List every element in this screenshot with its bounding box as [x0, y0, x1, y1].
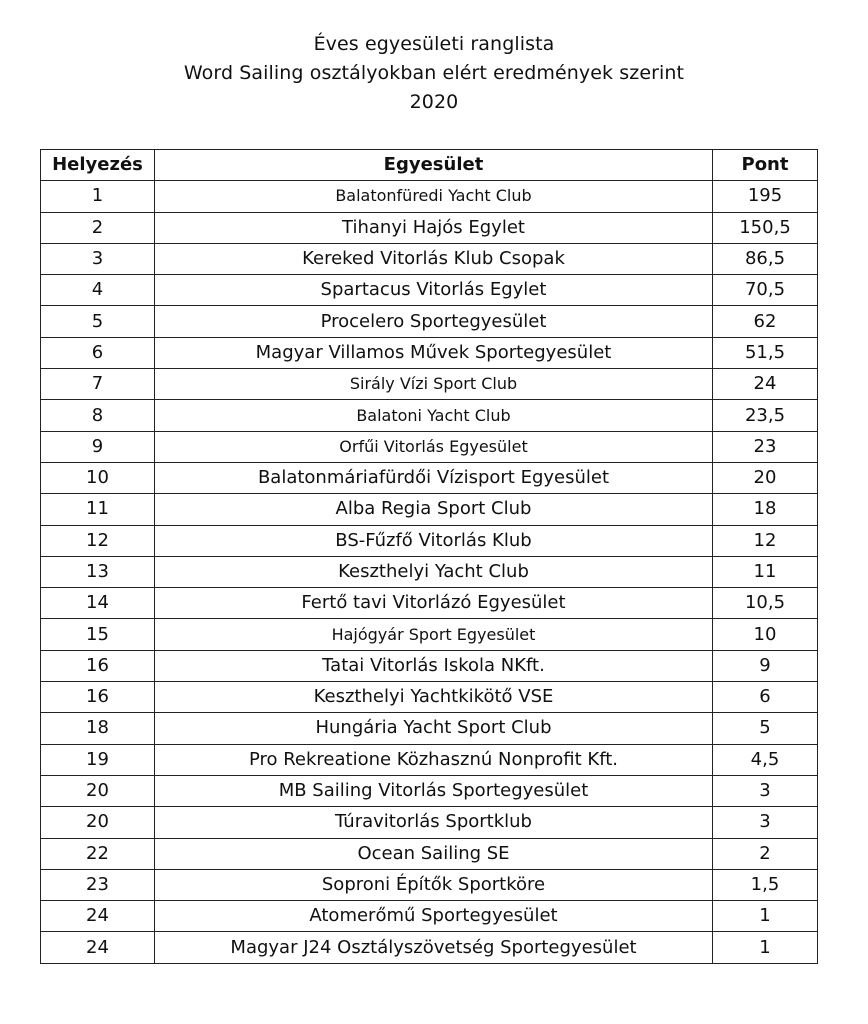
points-cell: 10,5	[713, 588, 818, 619]
club-cell: Keszthelyi Yacht Club	[155, 556, 713, 587]
club-cell: BS-Fűzfő Vitorlás Klub	[155, 525, 713, 556]
points-cell: 51,5	[713, 337, 818, 368]
rank-cell: 4	[41, 275, 155, 306]
table-row	[41, 431, 818, 462]
points-cell: 24	[713, 369, 818, 400]
title-line-2: Word Sailing osztályokban elért eredmények szerint	[183, 62, 685, 84]
points-cell: 23,5	[713, 400, 818, 431]
table-row	[41, 775, 818, 806]
rank-cell: 23	[41, 869, 155, 900]
club-cell: Pro Rekreatione Közhasznú Nonprofit Kft.	[155, 744, 713, 775]
title-line-3: 2020	[409, 91, 459, 113]
club-cell: Spartacus Vitorlás Egylet	[155, 275, 713, 306]
club-cell: Atomerőmű Sportegyesület	[155, 901, 713, 932]
rank-cell: 18	[41, 713, 155, 744]
points-cell: 3	[713, 775, 818, 806]
points-cell: 5	[713, 713, 818, 744]
table-body	[41, 181, 818, 963]
rank-cell: 20	[41, 807, 155, 838]
rank-cell: 24	[41, 901, 155, 932]
table-row	[41, 619, 818, 650]
points-cell: 9	[713, 650, 818, 681]
table-row	[41, 275, 818, 306]
club-cell: Alba Regia Sport Club	[155, 494, 713, 525]
points-cell: 195	[713, 181, 818, 212]
club-cell: Orfűi Vitorlás Egyesület	[155, 431, 713, 462]
club-cell: Sirály Vízi Sport Club	[155, 369, 713, 400]
club-cell: Ocean Sailing SE	[155, 838, 713, 869]
column-header-points: Pont	[713, 150, 818, 181]
rank-cell: 8	[41, 400, 155, 431]
rank-cell: 1	[41, 181, 155, 212]
table-row	[41, 556, 818, 587]
table-row	[41, 525, 818, 556]
table-row	[41, 494, 818, 525]
rank-cell: 20	[41, 775, 155, 806]
rank-cell: 5	[41, 306, 155, 337]
table-row	[41, 400, 818, 431]
club-cell: Kereked Vitorlás Klub Csopak	[155, 243, 713, 274]
club-cell: Tatai Vitorlás Iskola NKft.	[155, 650, 713, 681]
points-cell: 1	[713, 932, 818, 963]
column-header-rank: Helyezés	[41, 150, 155, 181]
club-cell: Procelero Sportegyesület	[155, 306, 713, 337]
points-cell: 12	[713, 525, 818, 556]
title-line-1: Éves egyesületi ranglista	[313, 33, 555, 55]
table-row	[41, 588, 818, 619]
table-row	[41, 869, 818, 900]
table-row	[41, 682, 818, 713]
rank-cell: 2	[41, 212, 155, 243]
points-cell: 20	[713, 462, 818, 493]
rank-cell: 3	[41, 243, 155, 274]
rank-cell: 10	[41, 462, 155, 493]
rank-cell: 15	[41, 619, 155, 650]
club-cell: Fertő tavi Vitorlázó Egyesület	[155, 588, 713, 619]
points-cell: 11	[713, 556, 818, 587]
rank-cell: 7	[41, 369, 155, 400]
club-cell: Túravitorlás Sportklub	[155, 807, 713, 838]
club-cell: Balatonmáriafürdői Vízisport Egyesület	[155, 462, 713, 493]
club-cell: Magyar Villamos Művek Sportegyesület	[155, 337, 713, 368]
points-cell: 1	[713, 901, 818, 932]
document-title	[0, 30, 868, 117]
rank-cell: 13	[41, 556, 155, 587]
club-cell: Hungária Yacht Sport Club	[155, 713, 713, 744]
points-cell: 2	[713, 838, 818, 869]
club-cell: Balatonfüredi Yacht Club	[155, 181, 713, 212]
table-row	[41, 838, 818, 869]
club-cell: Magyar J24 Osztályszövetség Sportegyesület	[155, 932, 713, 963]
rank-cell: 14	[41, 588, 155, 619]
rank-cell: 11	[41, 494, 155, 525]
points-cell: 1,5	[713, 869, 818, 900]
points-cell: 23	[713, 431, 818, 462]
column-header-club: Egyesület	[155, 150, 713, 181]
table-row	[41, 650, 818, 681]
rank-cell: 16	[41, 682, 155, 713]
points-cell: 70,5	[713, 275, 818, 306]
rank-cell: 22	[41, 838, 155, 869]
table-row	[41, 243, 818, 274]
table-row	[41, 369, 818, 400]
table-row	[41, 337, 818, 368]
club-cell: Hajógyár Sport Egyesület	[155, 619, 713, 650]
rank-cell: 16	[41, 650, 155, 681]
table-row	[41, 212, 818, 243]
table-row	[41, 306, 818, 337]
rank-cell: 19	[41, 744, 155, 775]
points-cell: 18	[713, 494, 818, 525]
points-cell: 62	[713, 306, 818, 337]
table-row	[41, 713, 818, 744]
table-row	[41, 807, 818, 838]
table-row	[41, 744, 818, 775]
rank-cell: 12	[41, 525, 155, 556]
club-cell: Balatoni Yacht Club	[155, 400, 713, 431]
points-cell: 6	[713, 682, 818, 713]
table-row	[41, 932, 818, 963]
club-cell: MB Sailing Vitorlás Sportegyesület	[155, 775, 713, 806]
table-header-row	[41, 150, 818, 181]
ranking-table	[40, 149, 818, 964]
points-cell: 3	[713, 807, 818, 838]
points-cell: 150,5	[713, 212, 818, 243]
points-cell: 86,5	[713, 243, 818, 274]
rank-cell: 24	[41, 932, 155, 963]
table-row	[41, 901, 818, 932]
table-row	[41, 181, 818, 212]
club-cell: Soproni Építők Sportköre	[155, 869, 713, 900]
points-cell: 10	[713, 619, 818, 650]
points-cell: 4,5	[713, 744, 818, 775]
table-row	[41, 462, 818, 493]
rank-cell: 9	[41, 431, 155, 462]
club-cell: Tihanyi Hajós Egylet	[155, 212, 713, 243]
club-cell: Keszthelyi Yachtkikötő VSE	[155, 682, 713, 713]
rank-cell: 6	[41, 337, 155, 368]
